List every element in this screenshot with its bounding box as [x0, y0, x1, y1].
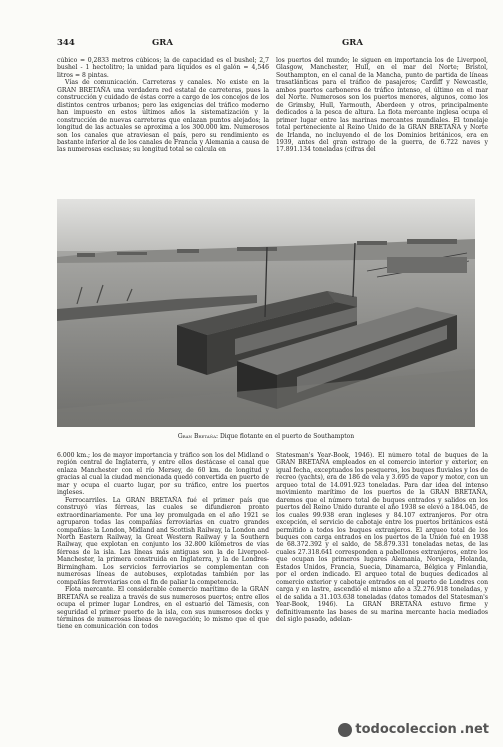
brand-logo-icon — [338, 723, 352, 737]
text-column-bottom-left — [57, 452, 269, 707]
running-head-left: GRA — [152, 38, 173, 48]
watermark — [338, 722, 489, 737]
text-column-top-left — [57, 57, 269, 197]
paragraph: Statesman's Year-Book, 1946). El número total de buques de la GRAN BRETAÑA empleados en el comercio interior y exterior, en igual fecha, exceptuados los pesqueros, los buques fluviales y los de recreo (yachts), era de 186 de vela y 3.695 de vapor y motor, con un arqueo total de 14.091.923 toneladas. Para dar idea del intenso movimiento marítimo de los puertos de la GRAN BRETAÑA, daremos que el número total de buques entrados y salidos en los puertos del Reino Unido durante el año 1938 se elevó a 184.045, de los cuales 99.938 eran ingleses y 84.107 extranjeros. Por otra excepción, el servicio de cabotaje entre los puertos británicos está permitido a todos los buques extranjeros. El arqueo total de los buques con carga entrados en los puertos de la Unión fué en 1938 de 68.372.392 y el saldo, de 58.879.331 toneladas netas, de las cuales 27.318.641 corresponden a pabellones extranjeros, entre los que ocupan los primeros lugares Alemania, Noruega, Holanda, Estados Unidos, Francia, Suecia, Dinamarca, Bélgica y Finlandia, por el orden indicado. El arqueo total de buques dedicados al comercio exterior y cabotaje entrados en el puerto de Londres con carga y en lastre, ascendió el mismo año a 32.276.918 toneladas, y el de salida a 31.103.638 toneladas (datos tomados del Statesman's Year-Book, 1946). La GRAN BRETAÑA estuvo firme y definitivamente las bases de su marina mercante hacia mediados del siglo pasado, adelan- — [276, 452, 488, 623]
watermark-suffix: .net — [459, 722, 489, 737]
page-number: 344 — [57, 38, 75, 48]
paragraph: cúbico = 0,2833 metros cúbicos; la de capacidad es el bushel; 2,7 bushel - 1 hectolitro; la unidad para líquidos es el galón = 4,546 litros = 8 pintas. — [57, 57, 269, 79]
harbor-photo — [57, 199, 475, 427]
caption-label: Gran Bretaña: — [177, 433, 219, 440]
caption-text: Dique flotante en el puerto de Southampton — [219, 433, 355, 440]
watermark-text: todocoleccion — [355, 722, 457, 737]
photo-caption — [57, 433, 475, 440]
paragraph: 6.000 km.; los de mayor importancia y tráfico son los del Midland o región central de Inglaterra, y entre ellos destácase el canal que enlaza Manchester con el río Mersey, de 60 km. de longitud y gracias al cual la ciudad mencionada quedó convertida en puerto de mar y ocupa el cuarto lugar, por su tráfico, entre los puertos ingleses. — [57, 452, 269, 497]
page-header — [57, 38, 481, 52]
floating-dock-illustration — [57, 199, 475, 427]
paragraph: los puertos del mundo; le siguen en importancia los de Liverpool, Glasgow, Manchester, Hull, en el mar del Norte; Bristol, Southampton, en el canal de la Mancha, punto de partida de líneas trasatlánticas para el tráfico de pasajeros; Cardiff y Newcastle, ambos puertos carboneros de tráfico intenso, el último en el mar del Norte. Numerosos son los puertos menores, algunos, como los de Grimsby, Hull, Yarmouth, Aberdeen y otros, principalmente dedicados a la pesca de altura. La flota mercante inglesa ocupa el primer lugar entre las marinas mercantes mundiales. El tonelaje total perteneciente al Reino Unido de la GRAN BRETAÑA y Norte de Irlanda, no incluyendo el de los Dominios británicos, era en 1939, antes del gran estrago de la guerra, de 6.722 naves y 17.891.134 toneladas (cifras del — [276, 57, 488, 154]
paragraph-merchant-fleet: Flota mercante. El considerable comercio marítimo de la GRAN BRETAÑA se realiza a través de sus numerosos puertos; entre ellos ocupa el primer lugar Londres, en el estuario del Támesis, con seguridad el primer puerto de la isla, con sus numerosos docks y términos de numerosas líneas de navegación; lo mismo que el que tiene en comunicación con todos — [57, 586, 269, 631]
text-column-top-right — [276, 57, 488, 197]
running-head-right: GRA — [342, 38, 363, 48]
paragraph-railways: Ferrocarriles. La GRAN BRETAÑA fué el primer país que construyó vías férreas, las cuales se difundieron pronto extraordinariamente. Por una ley promulgada en el año 1921 se agruparon todas las compañías ferroviarias en cuatro grandes compañías: la London, Midland and Scottish Railway, la London and North Eastern Railway, la Great Western Railway y la Southern Railway, que explotan en conjunto los 32.800 kilómetros de vías férreas de la isla. Las líneas más antiguas son la de Liverpool-Manchester, la primera construida en Inglaterra, y la de Londres-Birmingham. Los servicios ferroviarios se complementan con numerosas líneas de autobuses, explotadas también por las compañías ferroviarias con el fin de paliar la competencia. — [57, 496, 269, 586]
text-column-bottom-right — [276, 452, 488, 707]
paragraph-communications: Vías de comunicación. Carreteras y canales. No existe en la GRAN BRETAÑA una verdadera red estatal de carreteras, pues la construcción y cuidado de éstas corre a cargo de los concejos de los distintos centros urbanos; pero las exigencias del tráfico moderno han impuesto en estos últimos años la sistematización y la construcción de nuevas carreteras que enlazan puntos alejados; la longitud de las actuales se aproxima a los 300.000 km. Numerosos son los canales que atraviesan el país, pero su rendimiento es bastante inferior al de los canales de Francia y Alemania a causa de las numerosas esclusas; su longitud total se calcula en — [57, 79, 269, 154]
